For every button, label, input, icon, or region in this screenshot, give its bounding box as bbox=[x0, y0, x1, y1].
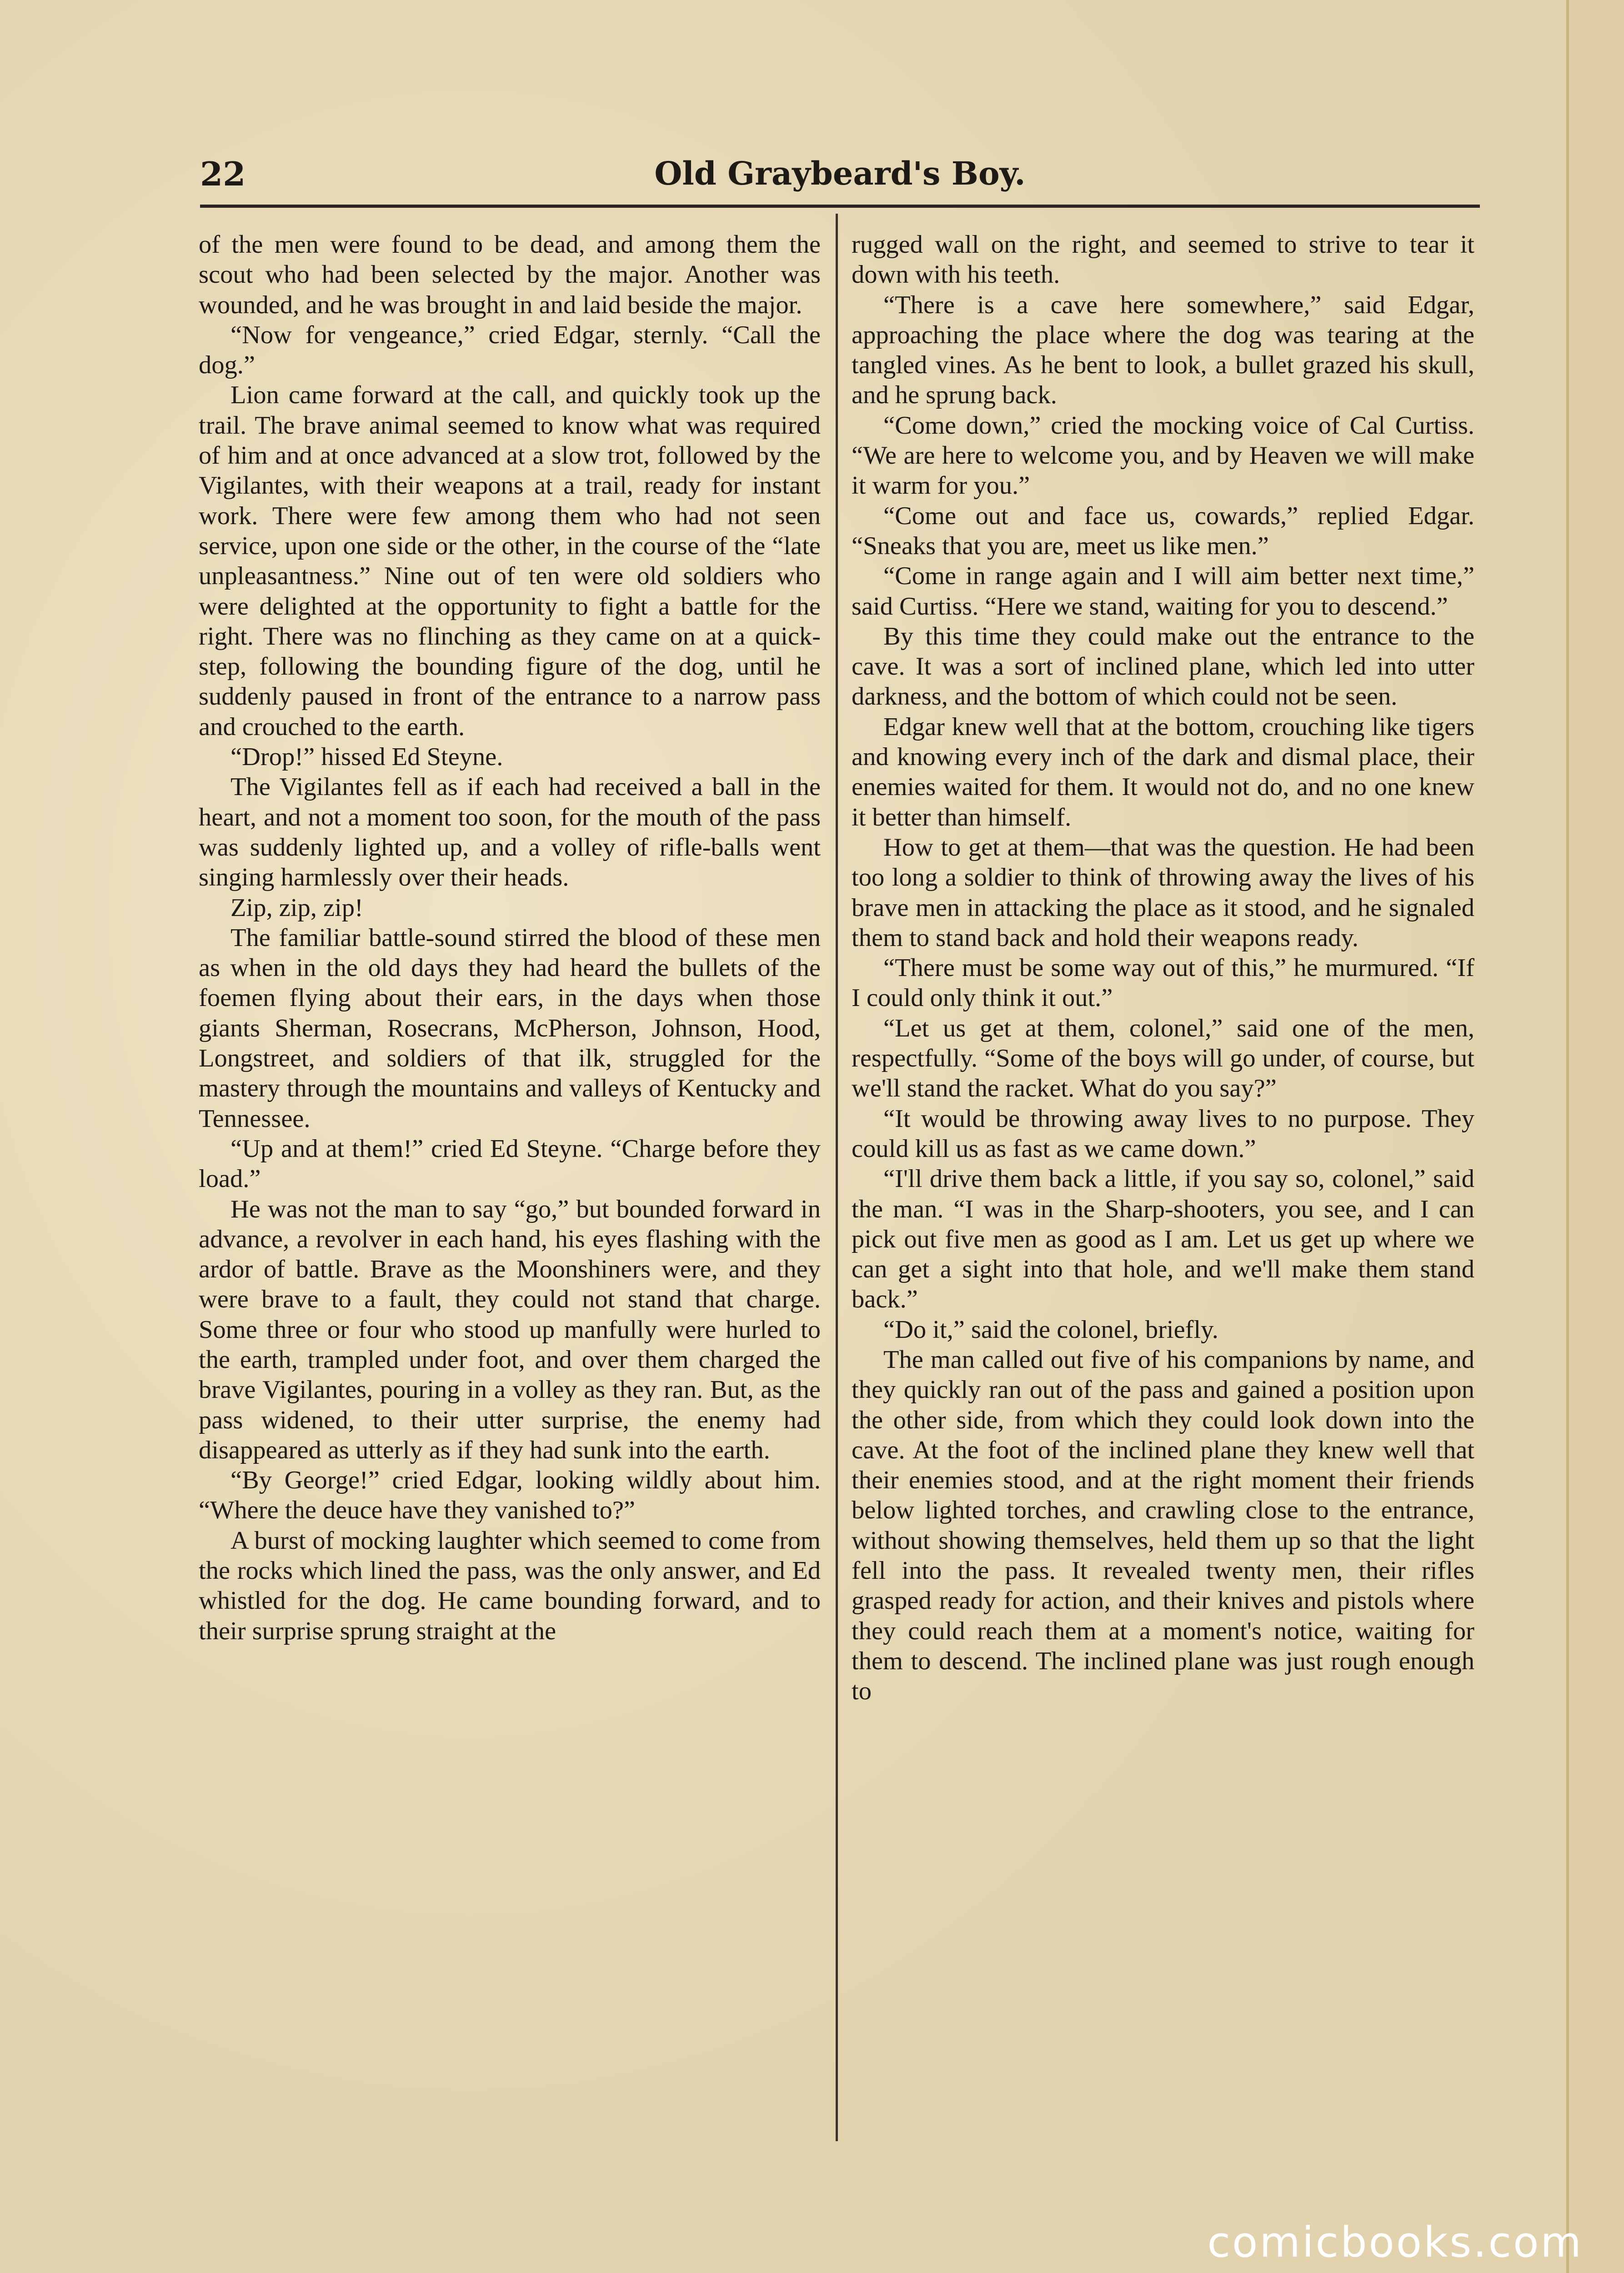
paragraph: of the men were found to be dead, and among them the scout who had been selected by the major. Another was wounded, and he was brought in and laid beside the major. bbox=[199, 230, 821, 319]
paragraph: How to get at them—that was the question. He had been too long a soldier to think of throwing away the lives of his brave men in attacking the place as it stood, and he signaled them to stand back and hold their weapons ready. bbox=[852, 833, 1474, 952]
paragraph: “Do it,” said the colonel, briefly. bbox=[883, 1315, 1218, 1344]
paragraph: By this time they could make out the entrance to the cave. It was a sort of inclined plane, which led into utter darkness, and the bottom of which could not be seen. bbox=[852, 622, 1474, 711]
paragraph: The familiar battle-sound stirred the blood of these men as when in the old days they had heard the bullets of the foemen flying about their ears, in the days when those giants Sherman, Rosecrans, McPherson, Johnson, Hood, Longstreet, and soldiers of that ilk, struggled for the mastery through the mountains and valleys of Kentucky and Tennessee. bbox=[199, 923, 821, 1133]
paragraph: “By George!” cried Edgar, looking wildly about him. “Where the deuce have they vanished to?” bbox=[199, 1466, 821, 1525]
left-column bbox=[199, 230, 821, 2130]
watermark: comicbooks.com bbox=[1207, 2218, 1583, 2267]
next-page-edge bbox=[1566, 0, 1624, 2273]
page-number: 22 bbox=[200, 155, 246, 193]
paragraph: A burst of mocking laughter which seemed to come from the rocks which lined the pass, was the only answer, and Ed whistled for the dog. He came bounding forward, and to their surprise sprung straight at the bbox=[199, 1526, 821, 1645]
right-column bbox=[852, 230, 1474, 2130]
paragraph: He was not the man to say “go,” but bounded forward in advance, a revolver in each hand, his eyes flashing with the ardor of battle. Brave as the Moonshiners were, and they were brave to a fault, they could not stand that charge. Some three or four who stood up manfully were hurled to the earth, trampled under foot, and over them charged the brave Vigilantes, pouring in a volley as they ran. But, as the pass widened, to their utter surprise, the enemy had disappeared as utterly as if they had sunk into the earth. bbox=[199, 1195, 821, 1464]
paragraph: “It would be throwing away lives to no purpose. They could kill us as fast as we came down.” bbox=[852, 1104, 1474, 1163]
paragraph: Lion came forward at the call, and quickly took up the trail. The brave animal seemed to know what was required of him and at once advanced at a slow trot, followed by the Vigilantes, with their weapons at a trail, ready for instant work. There were few among them who had not seen service, upon one side or the other, in the course of the “late unpleasantness.” Nine out of ten were old soldiers who were delighted at the opportunity to fight a battle for the right. There was no flinching as they came on at a quick-step, following the bounding figure of the dog, until he suddenly paused in front of the entrance to a narrow pass and crouched to the earth. bbox=[199, 381, 821, 741]
paragraph: “Up and at them!” cried Ed Steyne. “Charge before they load.” bbox=[199, 1134, 821, 1193]
paragraph: The man called out five of his companions by name, and they quickly ran out of the pass and gained a position upon the other side, from which they could look down into the cave. At the foot of the inclined plane they knew well that their enemies stood, and at the right moment their friends below lighted torches, and crawling close to the entrance, without showing themselves, held them up so that the light fell into the pass. It revealed twenty men, their rifles grasped ready for action, and their knives and pistols where they could reach them at a moment's notice, waiting for them to descend. The inclined plane was just rough enough to bbox=[852, 1345, 1474, 1706]
paragraph: “There must be some way out of this,” he murmured. “If I could only think it out.” bbox=[852, 954, 1474, 1012]
paragraph: “Now for vengeance,” cried Edgar, sternly. “Call the dog.” bbox=[199, 320, 821, 380]
paragraph: Zip, zip, zip! bbox=[231, 893, 363, 922]
paragraph: rugged wall on the right, and seemed to strive to tear it down with his teeth. bbox=[852, 230, 1474, 289]
page-header bbox=[200, 150, 1480, 208]
paragraph: “I'll drive them back a little, if you say so, colonel,” said the man. “I was in the Sharp-shooters, you see, and I can pick out five men as good as I am. Let us get up where we can get a sight into that hole, and we'll make them stand back.” bbox=[852, 1165, 1474, 1314]
paragraph: “Come down,” cried the mocking voice of Cal Curtiss. “We are here to welcome you, and by Heaven we will make it warm for you.” bbox=[852, 411, 1474, 500]
paragraph: “Drop!” hissed Ed Steyne. bbox=[231, 743, 503, 771]
paragraph: Edgar knew well that at the bottom, crouching like tigers and knowing every inch of the dark and dismal place, their enemies waited for them. It would not do, and no one knew it better than himself. bbox=[852, 712, 1474, 831]
paragraph: “Let us get at them, colonel,” said one of the men, respectfully. “Some of the boys will go under, of course, but we'll stand the racket. What do you say?” bbox=[852, 1014, 1474, 1103]
paragraph: The Vigilantes fell as if each had received a ball in the heart, and not a moment too soon, for the mouth of the pass was suddenly lighted up, and a volley of rifle-balls went singing harmlessly over their heads. bbox=[199, 773, 821, 892]
paragraph: “There is a cave here somewhere,” said Edgar, approaching the place where the dog was tearing at the tangled vines. As he bent to look, a bullet grazed his skull, and he sprung back. bbox=[852, 290, 1474, 410]
paragraph: “Come in range again and I will aim better next time,” said Curtiss. “Here we stand, waiting for you to descend.” bbox=[852, 562, 1474, 621]
paragraph: “Come out and face us, cowards,” replied Edgar. “Sneaks that you are, meet us like men.” bbox=[852, 501, 1474, 560]
column-divider bbox=[836, 214, 838, 2141]
running-title: Old Graybeard's Boy. bbox=[654, 155, 1026, 192]
